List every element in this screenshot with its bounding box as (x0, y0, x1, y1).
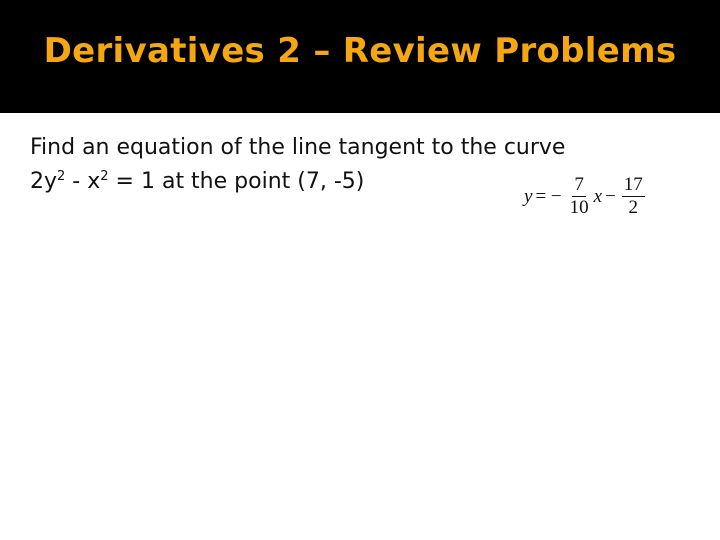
fraction-numerator: 17 (623, 174, 643, 195)
problem-statement (30, 131, 565, 199)
answer-fraction-intercept (622, 174, 645, 219)
problem-line-2 (30, 165, 565, 199)
answer-equals-minus: = − (535, 185, 562, 207)
equation-term-2y: 2y (30, 169, 58, 194)
answer-y: y (524, 185, 533, 207)
exponent: 2 (57, 169, 66, 184)
equation-rest: = 1 at the point (7, -5) (108, 169, 365, 194)
answer-equation (524, 174, 648, 219)
fraction-numerator: 7 (574, 174, 584, 195)
exponent: 2 (100, 169, 109, 184)
answer-x: x (593, 185, 603, 207)
fraction-denominator: 2 (628, 197, 639, 218)
answer-fraction-slope (568, 174, 591, 219)
slide-title: Derivatives 2 – Review Problems (43, 30, 677, 71)
problem-line-1: Find an equation of the line tangent to the curve (30, 135, 566, 160)
slide-header (0, 0, 720, 113)
equation-term-x: - x (65, 169, 101, 194)
answer-minus: − (605, 185, 616, 207)
fraction-denominator: 10 (569, 197, 589, 218)
